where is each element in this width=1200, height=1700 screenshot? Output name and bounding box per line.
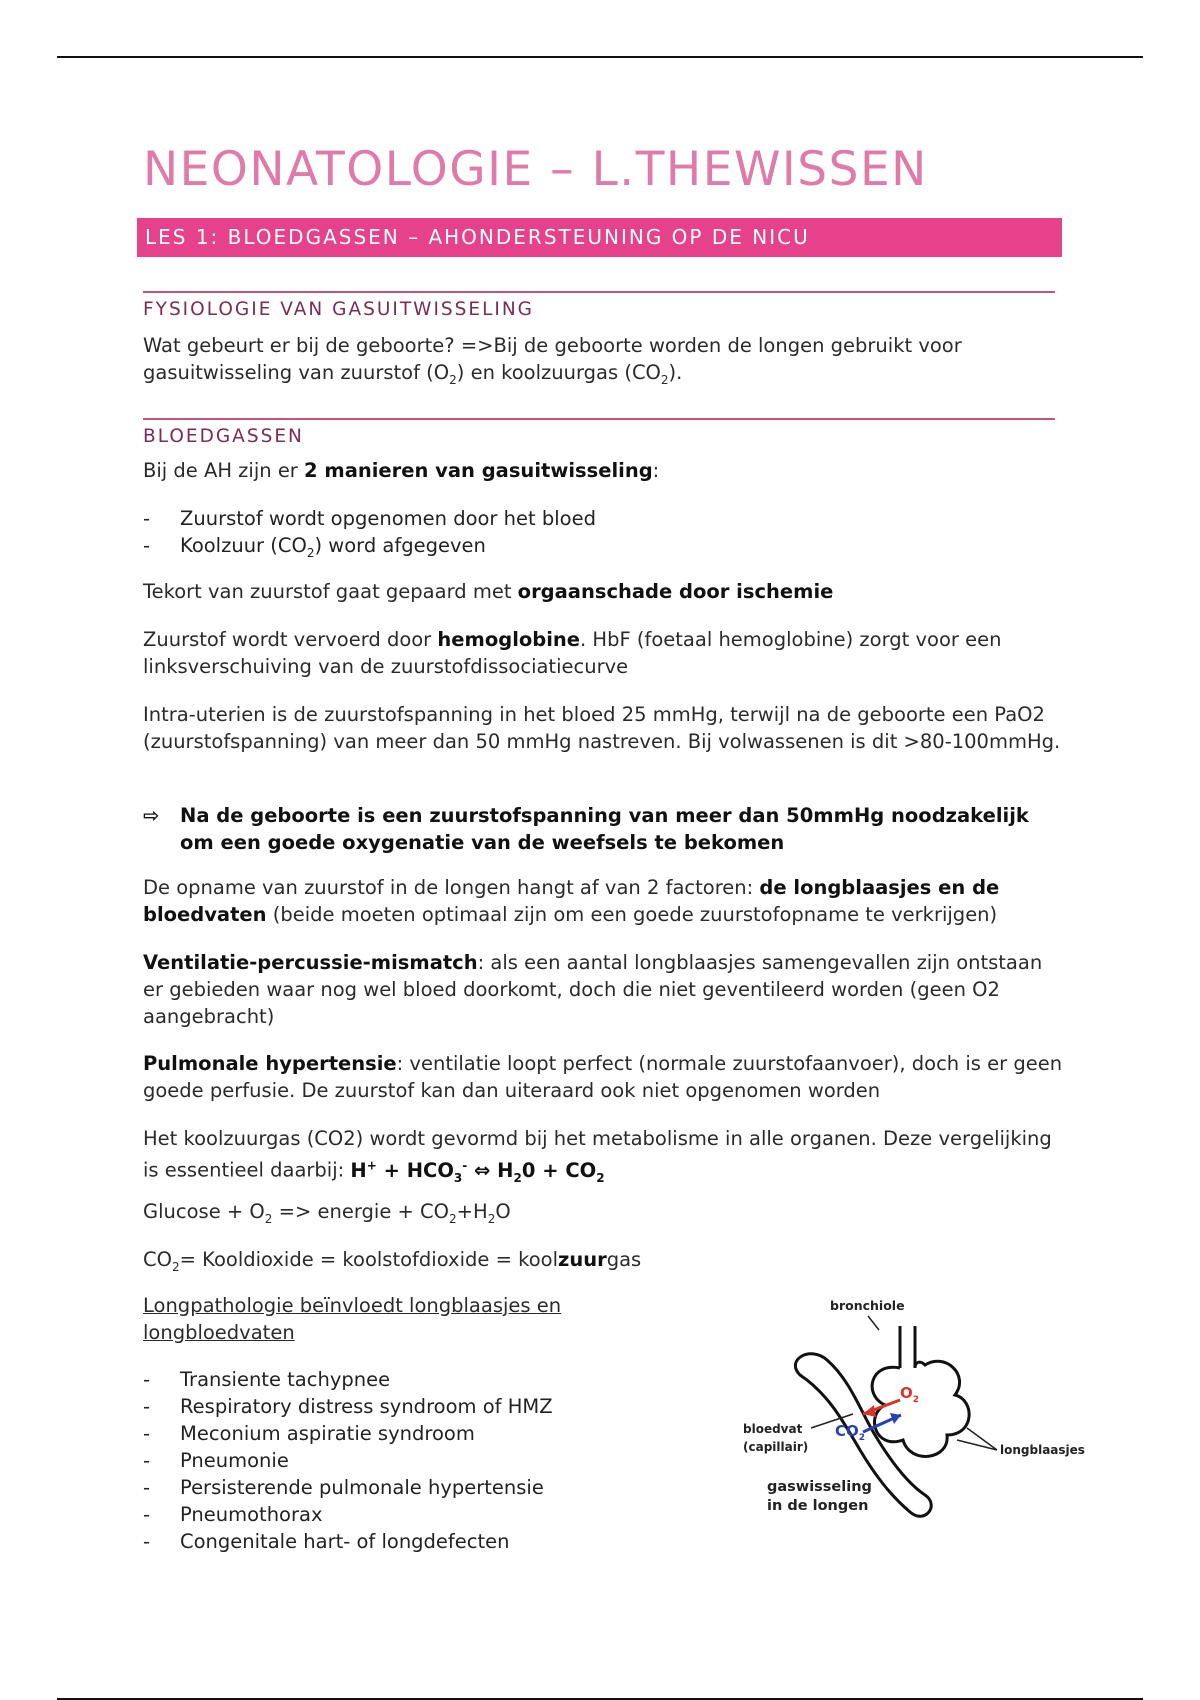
fysiologie-paragraph: Wat gebeurt er bij de geboorte? =>Bij de geboorte worden de longen gebruikt voor gasuitwisseling van zuurstof $(O_2)$ en koolzuurgas $(CO_2)$.	[143, 334, 962, 387]
longpathologie-title: Longpathologie beïnvloedt longblaasjes en longbloedvaten	[143, 1294, 562, 1344]
list-item: - Persisterende pulmonale hypertensie	[143, 1474, 553, 1501]
list-item: - Meconium aspiratie syndroom	[143, 1420, 553, 1447]
top-rule	[57, 56, 1143, 58]
list-item: - Transiente tachypnee	[143, 1366, 553, 1393]
section-heading-bloedgassen: BLOEDGASSEN	[143, 418, 1055, 447]
opname-paragraph: De opname van zuurstof in de longen hangt af van 2 factoren: de longblaasjes en de bloedvaten (beide moeten optimaal zijn om een goede zuurstofopname te verkrijgen)	[143, 876, 1000, 926]
list-item: - Pneumonie	[143, 1447, 553, 1474]
co2-definition: $CO_2=$ Kooldioxide = koolstofdioxide = koolzuurgas	[143, 1248, 642, 1274]
key-statement: ⇨ Na de geboorte is een zuurstofspanning van meer dan 50mmHg noodzakelijk om een goede oxygenatie van de weefsels te bekomen	[143, 804, 1029, 854]
list-item: - Koolzuur $(CO_2)$ word afgegeven	[143, 532, 596, 567]
alveoli-shape	[872, 1361, 969, 1456]
list-item: - Congenitale hart- of longdefecten	[143, 1528, 553, 1555]
caption-line2: in de longen	[767, 1498, 869, 1514]
gas-exchange-diagram	[735, 1290, 1095, 1530]
list-item: - Pneumothorax	[143, 1501, 553, 1528]
label-longblaasjes: longblaasjes	[1000, 1443, 1085, 1457]
label-o2: $O_2$	[900, 1384, 920, 1405]
section-heading-fysiologie: FYSIOLOGIE VAN GASUITWISSELING	[143, 291, 1055, 320]
tekort-paragraph: Tekort van zuurstof gaat gepaard met orgaanschade door ischemie	[143, 580, 834, 603]
bloedgassen-intro: Bij de AH zijn er 2 manieren van gasuitwisseling:	[143, 459, 660, 482]
longpathologie-list	[143, 1366, 553, 1555]
label-bloedvat: bloedvat	[743, 1422, 803, 1436]
label-capillair: (capillair)	[743, 1440, 809, 1454]
label-co2: $CO_2$	[835, 1422, 866, 1443]
page-title: NEONATOLOGIE – L.THEWISSEN	[143, 142, 928, 197]
glucose-equation: $Glucose + O_2$ => energie + $CO_2+H_2O$	[143, 1200, 511, 1226]
pulmonale-paragraph: Pulmonale hypertensie: ventilatie loopt perfect (normale zuurstofaanvoer), doch is er geen goede perfusie. De zuurstof kan dan uiteraard ook niet opgenomen worden	[143, 1052, 1063, 1102]
list-item: - Respiratory distress syndroom of HMZ	[143, 1393, 553, 1420]
ventilatie-paragraph: Ventilatie-percussie-mismatch: als een aantal longblaasjes samengevallen zijn ontstaan er gebieden waar nog wel bloed doorkomt, doch die niet geventileerd worden (geen O2 aangebracht)	[143, 951, 1043, 1028]
lesson-bar: LES 1: BLOEDGASSEN – AHONDERSTEUNING OP DE NICU	[137, 218, 1062, 257]
gas-exchange-list	[143, 505, 596, 567]
list-item: - Zuurstof wordt opgenomen door het bloed	[143, 505, 596, 532]
arrow-right-icon: ⇨	[143, 804, 160, 827]
caption-line1: gaswisseling	[767, 1479, 872, 1495]
intra-uterien-paragraph: Intra-uterien is de zuurstofspanning in het bloed 25 mmHg, terwijl na de geboorte een PaO2 (zuurstofspanning) van meer dan 50 mmHg nastreven. Bij volwassenen is dit >80-100mmHg.	[143, 703, 1061, 753]
label-bronchiole: bronchiole	[830, 1298, 905, 1313]
hemoglobine-paragraph: Zuurstof wordt vervoerd door hemoglobine. HbF (foetaal hemoglobine) zorgt voor een linksverschuiving van de zuurstofdissociatiecurve	[143, 628, 1002, 678]
co2-paragraph: Het koolzuurgas (CO2) wordt gevormd bij het metabolisme in alle organen. Deze vergelijking is essentieel daarbij: $H^+ + HCO_3^-$ ⇔ $H_20 + CO_2$	[143, 1127, 1052, 1185]
